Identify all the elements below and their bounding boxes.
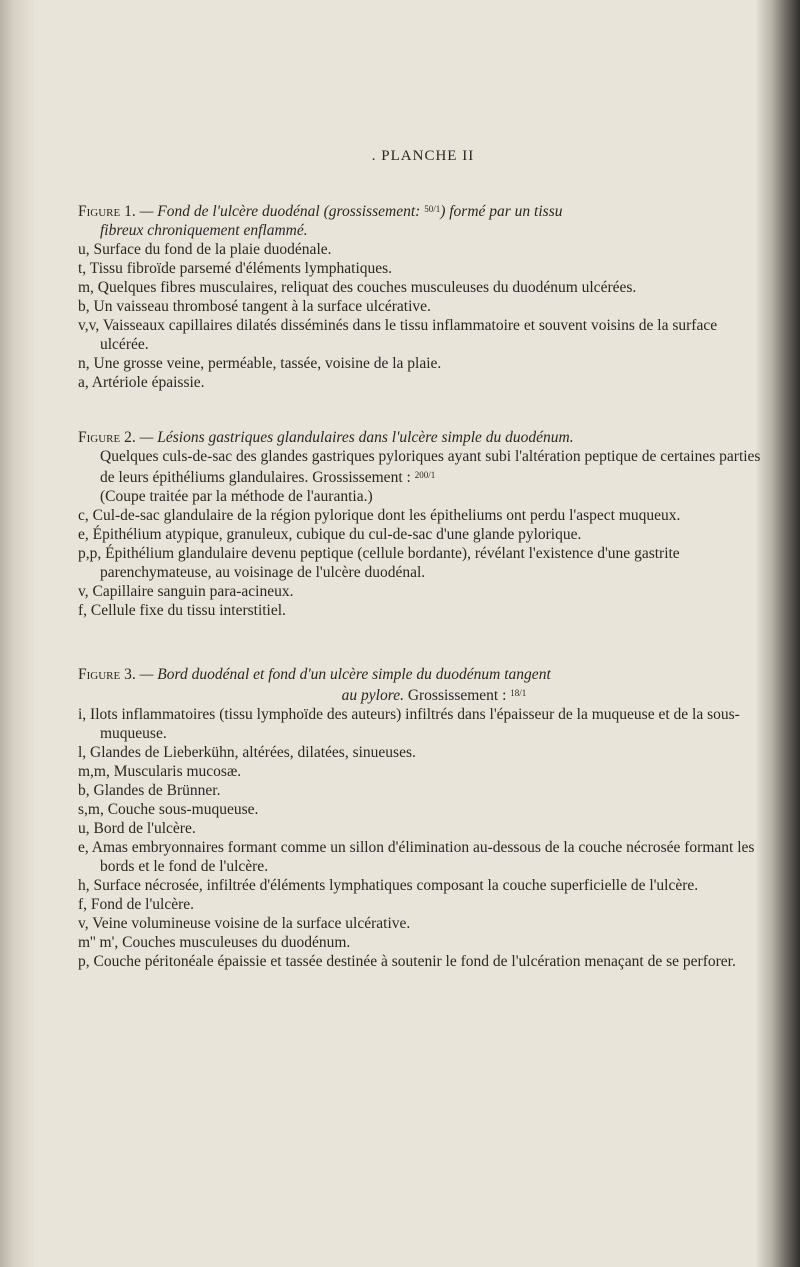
legend-entry: t, Tissu fibroïde parsemé d'éléments lymphatiques. — [78, 260, 393, 277]
figure-3-title-line2 — [78, 684, 768, 705]
figure-3-title: — Bord duodénal et fond d'un ulcère simple du duodénum tangent — [135, 666, 551, 683]
figure-3-magnification: 18/1 — [510, 688, 527, 698]
legend-entry: e, Épithélium atypique, granuleux, cubique du cul-de-sac d'une glande pylorique. — [78, 526, 582, 543]
legend-entry: a, Artériole épaissie. — [78, 374, 205, 391]
legend-entry: l, Glandes de Lieberkühn, altérées, dilatées, sinueuses. — [78, 744, 416, 761]
figure-1-section — [78, 200, 768, 392]
legend-entry: i, Ilots inflammatoires (tissu lymphoïde des auteurs) infiltrés dans l'épaisseur de la muqueuse et de la sous-muqueuse. — [78, 706, 740, 742]
legend-entry: n, Une grosse veine, perméable, tassée, voisine de la plaie. — [78, 355, 442, 372]
document-page — [78, 0, 768, 1267]
figure-2-description — [78, 447, 768, 487]
figure-1-title-end: ) formé par un tissu — [440, 203, 563, 220]
legend-entry: b, Glandes de Brünner. — [78, 782, 221, 799]
figure-2-label: Figure 2. — [78, 429, 136, 446]
legend-entry: u, Bord de l'ulcère. — [78, 820, 196, 837]
legend-entry: p, Couche péritonéale épaissie et tassée destinée à soutenir le fond de l'ulcération menaçant de se perforer. — [78, 953, 736, 970]
figure-1-caption — [78, 200, 768, 221]
figure-1-magnification: 50/1 — [424, 204, 441, 214]
figure-2-caption — [78, 428, 768, 447]
figure-1-title-line2: fibreux chroniquement enflammé. — [100, 222, 308, 239]
figure-2-body: Quelques culs-de-sac des glandes gastriques pyloriques ayant subi l'altération peptique de certaines parties de leurs épithéliums glandulaires. Grossissement : — [100, 448, 761, 486]
legend-entry: v,v, Vaisseaux capillaires dilatés disséminés dans le tissu inflammatoire et souvent voisins de la surface ulcérée. — [78, 317, 718, 353]
figure-2-section — [78, 428, 768, 620]
figure-3-label: Figure 3. — [78, 666, 136, 683]
figure-1-label: Figure 1. — [78, 203, 136, 220]
plate-title: . PLANCHE II — [371, 148, 475, 164]
legend-entry: b, Un vaisseau thrombosé tangent à la surface ulcérative. — [78, 298, 431, 315]
legend-entry: f, Cellule fixe du tissu interstitiel. — [78, 602, 286, 619]
legend-entry: v, Veine volumineuse voisine de la surface ulcérative. — [78, 915, 411, 932]
legend-entry: v, Capillaire sanguin para-acineux. — [78, 583, 294, 600]
legend-entry: m,m, Muscularis mucosæ. — [78, 763, 242, 780]
legend-entry: u, Surface du fond de la plaie duodénale. — [78, 241, 332, 258]
page-binding-shadow — [0, 0, 34, 1267]
figure-3-title-end: au pylore. — [341, 687, 404, 704]
figure-2-method: (Coupe traitée par la méthode de l'aurantia.) — [100, 488, 373, 505]
figure-3-grossissement: Grossissement : — [403, 687, 511, 704]
legend-entry: h, Surface nécrosée, infiltrée d'éléments lymphatiques composant la couche superficielle de l'ulcère. — [78, 877, 699, 894]
legend-entry: p,p, Épithélium glandulaire devenu peptique (cellule bordante), révélant l'existence d'une gastrite parenchymateuse, au voisinage de l'ulcère duodénal. — [78, 545, 680, 581]
figure-1-title: — Fond de l'ulcère duodénal (grossissement: — [135, 203, 425, 220]
figure-2-title: — Lésions gastriques glandulaires dans l'ulcère simple du duodénum. — [135, 429, 574, 446]
legend-entry: c, Cul-de-sac glandulaire de la région pylorique dont les épitheliums ont perdu l'aspect muqueux. — [78, 507, 681, 524]
legend-entry: m'' m', Couches musculeuses du duodénum. — [78, 934, 351, 951]
figure-2-magnification: 200/1 — [414, 470, 436, 480]
legend-entry: f, Fond de l'ulcère. — [78, 896, 194, 913]
figure-3-caption — [78, 665, 768, 684]
legend-entry: s,m, Couche sous-muqueuse. — [78, 801, 259, 818]
legend-entry: m, Quelques fibres musculaires, reliquat des couches musculeuses du duodénum ulcérées. — [78, 279, 637, 296]
legend-entry: e, Amas embryonnaires formant comme un sillon d'élimination au-dessous de la couche nécrosée formant les bords et le fond de l'ulcère. — [78, 839, 755, 875]
figure-3-section — [78, 665, 768, 971]
